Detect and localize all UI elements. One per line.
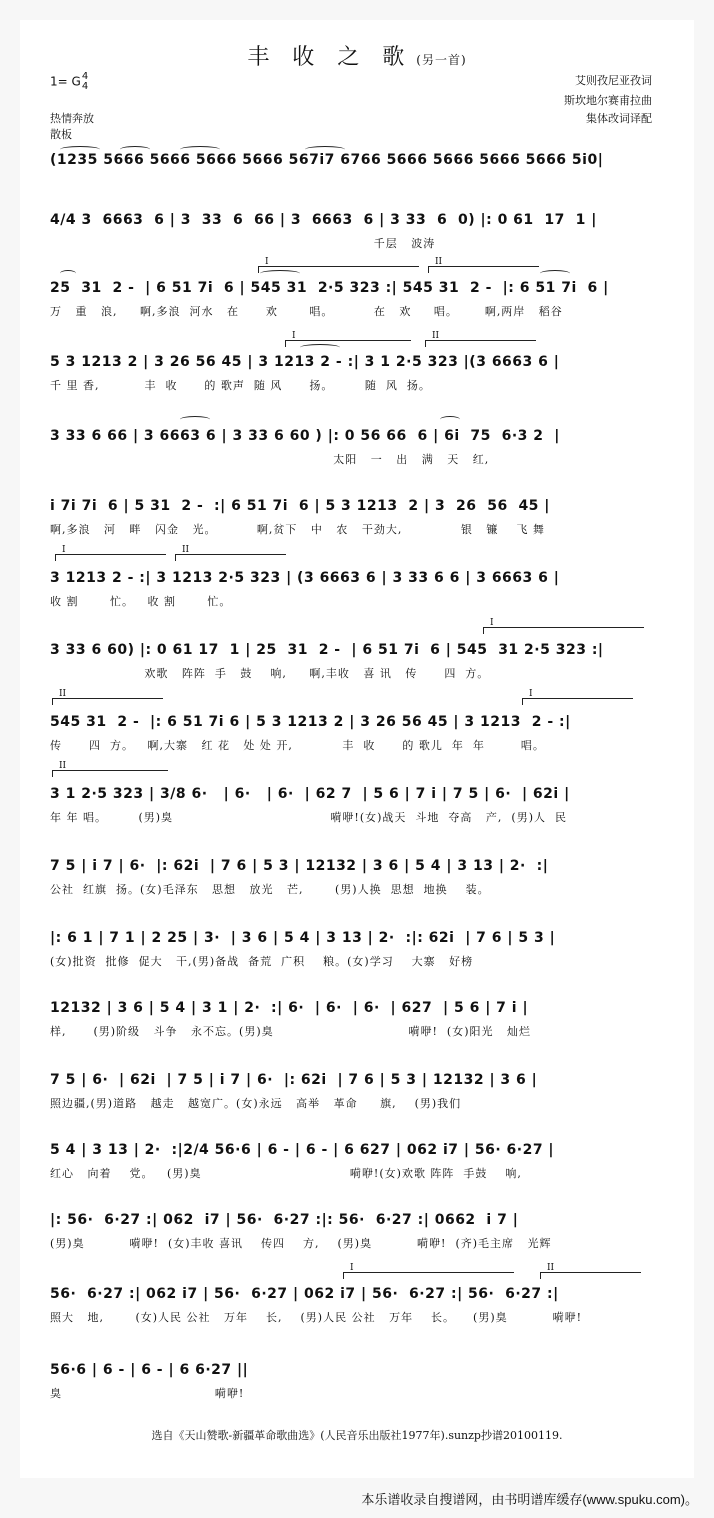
lyrics-row: (男)臭 嗬咿! (女)丰收 喜讯 传四 方, (男)臭 嗬咿! (齐)毛主席 光辉 xyxy=(50,1237,552,1250)
slur-mark xyxy=(180,416,210,423)
notation-row: 3 1213 2 - :| 3 1213 2·5 323 | (3 6663 6 | 3 33 6 6 | 3 6663 6 | xyxy=(50,570,560,586)
key-label: 1= G xyxy=(50,74,81,89)
lyrics-row: 千 里 香, 丰 收 的 歌声 随 风 扬。 随 风 扬。 xyxy=(50,379,431,392)
title-subtitle: (另一首) xyxy=(416,53,467,67)
staff-line xyxy=(50,1284,660,1326)
staff-line xyxy=(50,856,660,898)
staff-line xyxy=(50,1210,660,1252)
notation-row: 56·6 | 6 - | 6 - | 6 6·27 || xyxy=(50,1362,249,1378)
lyrics-row: 传 四 方。 啊,大寨 红 花 处 处 开, 丰 收 的 歌儿 年 年 唱。 xyxy=(50,739,545,752)
slur-mark xyxy=(120,146,150,153)
lyricist-credit: 艾则孜尼亚孜词 xyxy=(575,74,652,87)
volta-number: II xyxy=(547,1263,555,1273)
staff-line xyxy=(50,150,660,192)
notation-row: 25 31 2 - | 6 51 7i 6 | 545 31 2·5 323 :| 545 31 2 - |: 6 51 7i 6 | xyxy=(50,280,609,296)
volta-bracket xyxy=(343,1263,514,1279)
volta-bracket xyxy=(55,545,166,561)
notation-row: (1235 5666 5666 5666 5666 567i7 6766 5666 5666 5666 5666 5i0| xyxy=(50,152,604,168)
volta-bracket xyxy=(428,257,539,273)
lyrics-row: 红心 向着 党。 (男)臭 嗬咿!(女)欢歌 阵阵 手鼓 响, xyxy=(50,1167,522,1180)
volta-bracket xyxy=(285,331,411,347)
staff-line xyxy=(50,784,660,826)
staff-line xyxy=(50,928,660,970)
time-beats: 4 xyxy=(81,71,89,82)
notation-row: 7 5 | 6· | 62i | 7 5 | i 7 | 6· |: 62i | 7 6 | 5 3 | 12132 | 3 6 | xyxy=(50,1072,538,1088)
tempo-free: 散板 xyxy=(50,128,72,141)
notation-row: 7 5 | i 7 | 6· |: 62i | 7 6 | 5 3 | 12132 | 3 6 | 5 4 | 3 13 | 2· :| xyxy=(50,858,549,874)
slur-mark xyxy=(180,146,220,153)
lyrics-row xyxy=(50,176,660,192)
lyrics-row: 收 割 忙。 收 割 忙。 xyxy=(50,595,232,608)
lyrics-row: 万 重 浪, 啊,多浪 河水 在 欢 唱。 在 欢 唱。 啊,两岸 稻谷 xyxy=(50,305,563,318)
notation-row: 3 1 2·5 323 | 3/8 6· | 6· | 6· | 62 7 | 5 6 | 7 i | 7 5 | 6· | 62i | xyxy=(50,786,570,802)
slur-mark xyxy=(305,146,345,153)
notation-row: 3 33 6 60) |: 0 61 17 1 | 25 31 2 - | 6 51 7i 6 | 545 31 2·5 323 :| xyxy=(50,642,604,658)
volta-number: I xyxy=(529,689,533,699)
staff-line xyxy=(50,640,660,682)
staff-line xyxy=(50,352,660,394)
volta-bracket xyxy=(52,761,168,777)
notation-row: 3 33 6 66 | 3 6663 6 | 3 33 6 60 ) |: 0 56 66 6 | 6i 75 6·3 2 | xyxy=(50,428,560,444)
tempo-marking: 热情奔放 xyxy=(50,112,94,125)
staff-line xyxy=(50,496,660,538)
lyrics-row: 照大 地, (女)人民 公社 万年 长, (男)人民 公社 万年 长。 (男)臭 嗬咿! xyxy=(50,1311,583,1324)
volta-number: I xyxy=(350,1263,354,1273)
volta-bracket xyxy=(540,1263,641,1279)
staff-line xyxy=(50,278,660,320)
staff-line xyxy=(50,210,660,252)
key-signature xyxy=(50,72,88,92)
staff-line xyxy=(50,426,660,468)
time-signature xyxy=(82,72,88,92)
staff-line xyxy=(50,998,660,1040)
slur-mark xyxy=(440,416,460,423)
volta-number: II xyxy=(182,545,190,555)
lyrics-row: 太阳 一 出 满 天 红, xyxy=(50,453,490,466)
lyrics-row: 照边疆,(男)道路 越走 越宽广。(女)永远 高举 革命 旗, (男)我们 xyxy=(50,1097,462,1110)
lyrics-row: 千层 波涛 xyxy=(50,237,436,250)
volta-number: I xyxy=(292,331,296,341)
lyrics-row: 臭 嗬咿! xyxy=(50,1387,245,1400)
slur-mark xyxy=(540,270,570,277)
staff-line xyxy=(50,712,660,754)
volta-number: I xyxy=(490,618,494,628)
volta-number: II xyxy=(432,331,440,341)
lyrics-row: 公社 红旗 扬。(女)毛泽东 思想 放光 芒, (男)人换 思想 地换 装。 xyxy=(50,883,490,896)
volta-bracket xyxy=(425,331,536,347)
volta-number: II xyxy=(59,761,67,771)
lyrics-row: 年 年 唱。 (男)臭 嗬咿!(女)战天 斗地 夺高 产, (男)人 民 xyxy=(50,811,567,824)
notation-row: 56· 6·27 :| 062 i7 | 56· 6·27 | 062 i7 | 56· 6·27 :| 56· 6·27 :| xyxy=(50,1286,559,1302)
notation-row: 5 3 1213 2 | 3 26 56 45 | 3 1213 2 - :| 3 1 2·5 323 |(3 6663 6 | xyxy=(50,354,560,370)
title-text: 丰 收 之 歌 xyxy=(247,45,413,70)
translator-credit: 集体改词译配 xyxy=(586,112,652,125)
volta-bracket xyxy=(52,689,163,705)
lyrics-row: (女)批资 批修 促大 干,(男)备战 备荒 广积 粮。(女)学习 大寨 好榜 xyxy=(50,955,474,968)
volta-number: II xyxy=(59,689,67,699)
song-title xyxy=(0,40,714,71)
notation-row: 545 31 2 - |: 6 51 7i 6 | 5 3 1213 2 | 3 26 56 45 | 3 1213 2 - :| xyxy=(50,714,571,730)
notation-row: |: 56· 6·27 :| 062 i7 | 56· 6·27 :|: 56· 6·27 :| 0662 i 7 | xyxy=(50,1212,519,1228)
notation-row: 4/4 3 6663 6 | 3 33 6 66 | 3 6663 6 | 3 33 6 0) |: 0 61 17 1 | xyxy=(50,212,597,228)
staff-line xyxy=(50,1360,660,1402)
lyrics-row: 样, (男)阶级 斗争 永不忘。(男)臭 嗬咿! (女)阳光 灿烂 xyxy=(50,1025,532,1038)
volta-number: I xyxy=(265,257,269,267)
site-footer: 本乐谱收录自搜谱网，由书明谱库缓存(www.spuku.com)。 xyxy=(361,1492,698,1507)
slur-mark xyxy=(60,270,76,277)
volta-bracket xyxy=(522,689,633,705)
staff-line xyxy=(50,1140,660,1182)
volta-bracket xyxy=(483,618,644,634)
composer-credit: 斯坎地尔赛甫拉曲 xyxy=(564,94,652,107)
lyrics-row: 啊,多浪 河 畔 闪金 光。 啊,贫下 中 农 干劲大, 银 镰 飞 舞 xyxy=(50,523,545,536)
staff-line xyxy=(50,568,660,610)
staff-line xyxy=(50,1070,660,1112)
notation-row: 12132 | 3 6 | 5 4 | 3 1 | 2· :| 6· | 6· | 6· | 627 | 5 6 | 7 i | xyxy=(50,1000,529,1016)
notation-row: i 7i 7i 6 | 5 31 2 - :| 6 51 7i 6 | 5 3 1213 2 | 3 26 56 45 | xyxy=(50,498,550,514)
notation-row: |: 6 1 | 7 1 | 2 25 | 3· | 3 6 | 5 4 | 3 13 | 2· :|: 62i | 7 6 | 5 3 | xyxy=(50,930,556,946)
source-note: 选自《天山赞歌-新疆革命歌曲选》(人民音乐出版社1977年).sunzp抄谱20100119. xyxy=(151,1429,563,1442)
slur-mark xyxy=(60,146,100,153)
volta-bracket xyxy=(258,257,419,273)
notation-row: 5 4 | 3 13 | 2· :|2/4 56·6 | 6 - | 6 - | 6 627 | 062 i7 | 56· 6·27 | xyxy=(50,1142,555,1158)
lyrics-row: 欢歌 阵阵 手 鼓 响, 啊,丰收 喜 讯 传 四 方。 xyxy=(50,667,490,680)
volta-bracket xyxy=(175,545,286,561)
time-unit: 4 xyxy=(81,81,89,92)
volta-number: II xyxy=(435,257,443,267)
volta-number: I xyxy=(62,545,66,555)
